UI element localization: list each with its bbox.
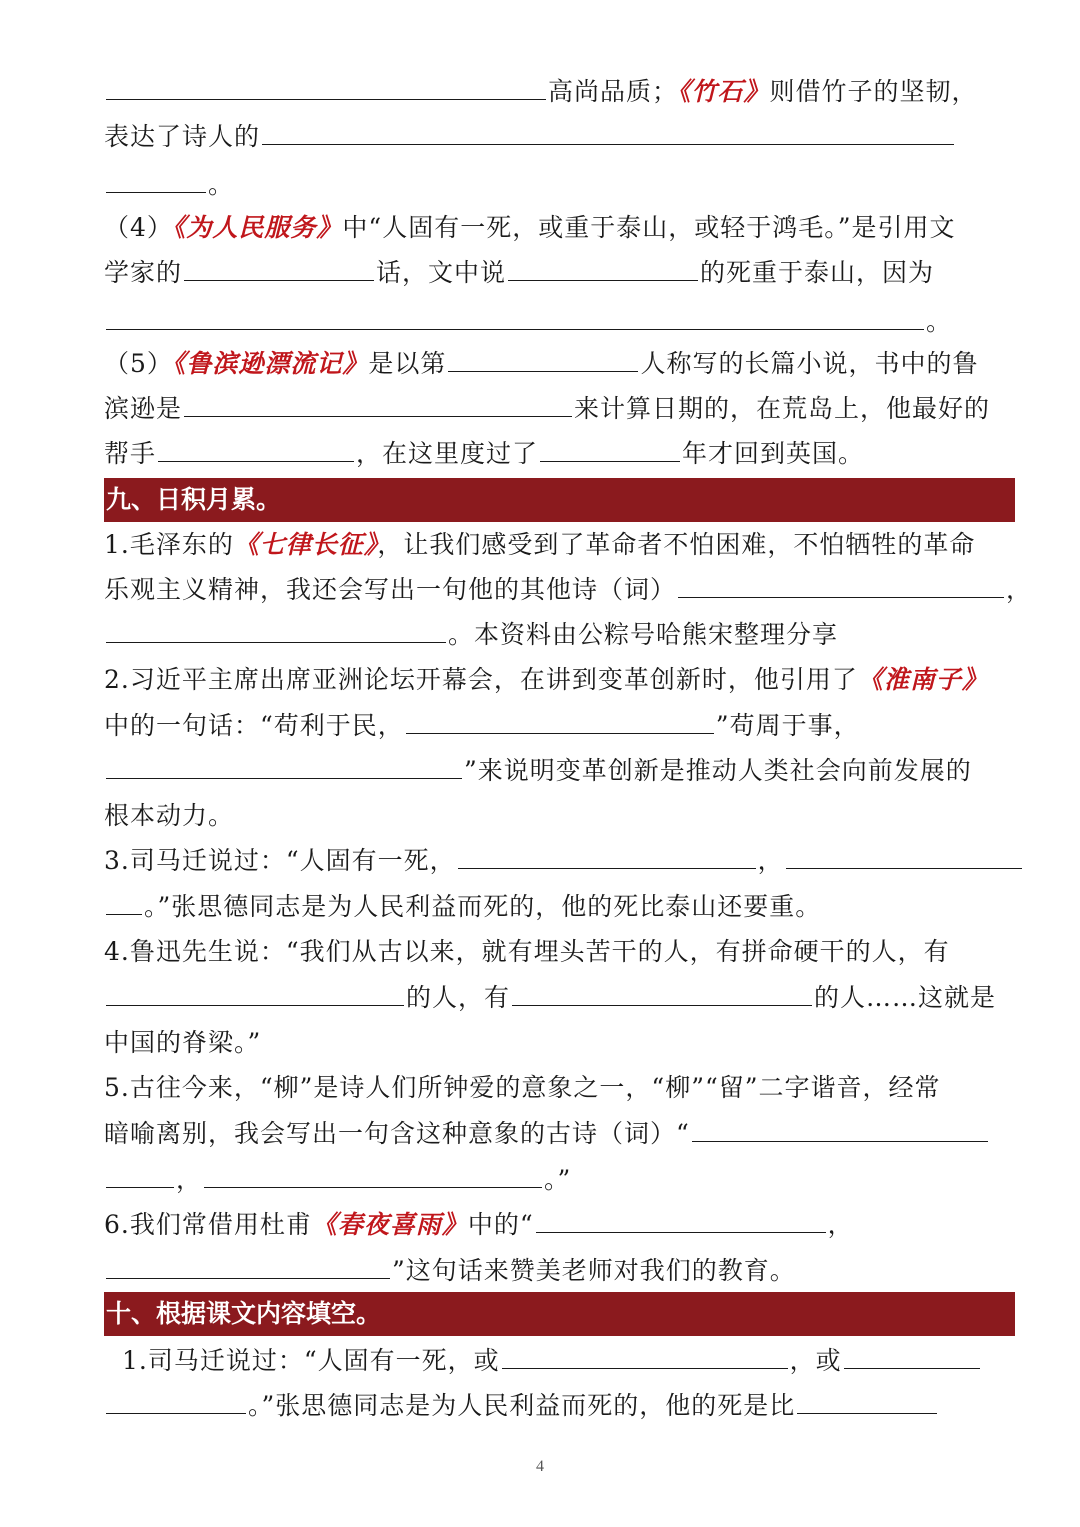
text: 。”张思德同志是为人民利益而死的，他的死比泰山还要重。 bbox=[144, 892, 822, 921]
blank[interactable] bbox=[512, 979, 812, 1006]
text: ， bbox=[176, 1165, 203, 1194]
text: 中的“ bbox=[467, 1210, 534, 1239]
text: 表达了诗人的 bbox=[104, 122, 261, 151]
item-number: （4） bbox=[104, 213, 173, 242]
line-end bbox=[104, 165, 1016, 205]
s9-item1-line2 bbox=[104, 570, 1033, 610]
text: 4.鲁迅先生说：“我们从古以来，就有埋头苦干的人，有拼命硬干的人，有 bbox=[104, 937, 950, 966]
s9-item1-line3 bbox=[104, 615, 1016, 655]
s9-item2-line4 bbox=[104, 796, 1016, 836]
blank[interactable] bbox=[786, 842, 1022, 869]
text: 中的一句话：“苟利于民， bbox=[104, 711, 404, 740]
line-biaoda bbox=[104, 117, 1016, 157]
s9-item3-line1 bbox=[104, 841, 1016, 881]
text: 中国的脊梁。” bbox=[104, 1028, 262, 1057]
text: 高尚品质； bbox=[548, 77, 679, 106]
q5-line2 bbox=[104, 389, 1016, 429]
blank[interactable] bbox=[158, 435, 354, 462]
s9-item4-line3 bbox=[104, 1023, 1016, 1063]
q4-line2 bbox=[104, 253, 1016, 293]
text: ，在这里度过了 bbox=[356, 439, 539, 468]
s9-item6-line2 bbox=[104, 1251, 1016, 1291]
text: ， bbox=[1006, 575, 1033, 604]
text: 人称写的长篇小说，书中的鲁 bbox=[640, 349, 979, 378]
q5-line3 bbox=[104, 434, 1016, 474]
book-title: 《竹石》 bbox=[678, 77, 770, 106]
text: 2.习近平主席出席亚洲论坛开幕会，在讲到变革创新时，他引用了 bbox=[104, 665, 858, 694]
blank[interactable] bbox=[536, 1206, 826, 1233]
text: 乐观主义精神，我还会写出一句他的其他诗（词） bbox=[104, 575, 677, 604]
blank[interactable] bbox=[844, 1342, 980, 1369]
blank[interactable] bbox=[406, 707, 714, 734]
s9-item5-line2 bbox=[104, 1114, 1016, 1154]
book-title: 《淮南子》 bbox=[857, 665, 988, 694]
blank[interactable] bbox=[262, 118, 954, 145]
text: 暗喻离别，我会写出一句含这种意象的古诗（词）“ bbox=[104, 1119, 690, 1148]
text: ， bbox=[757, 846, 784, 875]
s9-item1-line1 bbox=[104, 525, 1016, 565]
book-title: 《鲁滨逊漂流记》 bbox=[172, 349, 369, 378]
blank[interactable] bbox=[106, 616, 446, 643]
text: 话，文中说 bbox=[376, 258, 507, 287]
text: 根本动力。 bbox=[104, 801, 235, 830]
s9-item2-line1 bbox=[104, 660, 1016, 700]
q4-line1 bbox=[104, 208, 1016, 248]
text: 的死重于泰山，因为 bbox=[700, 258, 935, 287]
blank[interactable] bbox=[458, 842, 756, 869]
text: 滨逊是 bbox=[104, 394, 183, 423]
text: 则借竹子的坚韧， bbox=[769, 77, 978, 106]
blank[interactable] bbox=[448, 345, 638, 372]
text: ”苟周于事， bbox=[715, 711, 860, 740]
q5-line1 bbox=[104, 344, 1016, 384]
page-number: 4 bbox=[536, 1458, 544, 1475]
text: 1.毛泽东的 bbox=[104, 530, 234, 559]
text: 。本资料由公粽号哈熊宋整理分享 bbox=[448, 620, 839, 649]
text: 的人……这就是 bbox=[814, 983, 997, 1012]
blank[interactable] bbox=[204, 1161, 542, 1188]
blank[interactable] bbox=[106, 303, 924, 330]
book-title: 《春夜喜雨》 bbox=[311, 1210, 468, 1239]
s10-item1-line1 bbox=[122, 1341, 1016, 1381]
text: 。 bbox=[208, 170, 235, 199]
blank[interactable] bbox=[106, 752, 462, 779]
text: ”来说明变革创新是推动人类社会向前发展的 bbox=[464, 756, 972, 785]
blank[interactable] bbox=[678, 571, 1004, 598]
s9-item2-line3 bbox=[104, 751, 1016, 791]
text: 年才回到英国。 bbox=[682, 439, 865, 468]
text: 3.司马迁说过：“人固有一死， bbox=[104, 846, 456, 875]
section-header-10: 十、根据课文内容填空。 bbox=[104, 1292, 1015, 1336]
text: 1.司马迁说过：“人固有一死，或 bbox=[122, 1346, 500, 1375]
text: 来计算日期的，在荒岛上，他最好的 bbox=[574, 394, 991, 423]
blank[interactable] bbox=[106, 1161, 174, 1188]
item-number: （5） bbox=[104, 349, 173, 378]
blank[interactable] bbox=[797, 1387, 937, 1414]
s9-item4-line1 bbox=[104, 932, 1016, 972]
book-title: 《为人民服务》 bbox=[172, 213, 343, 242]
line-zhushi bbox=[104, 72, 1016, 112]
text: 6.我们常借用杜甫 bbox=[104, 1210, 312, 1239]
text: 中“人固有一死，或重于泰山，或轻于鸿毛。”是引用文 bbox=[342, 213, 956, 242]
book-title: 《七律长征》 bbox=[233, 530, 378, 559]
blank[interactable] bbox=[508, 254, 698, 281]
s10-item1-line2 bbox=[104, 1386, 1016, 1426]
text: 。 bbox=[926, 307, 953, 336]
text: 是以第 bbox=[368, 349, 447, 378]
blank[interactable] bbox=[106, 166, 206, 193]
section-header-9: 九、日积月累。 bbox=[104, 478, 1015, 522]
blank[interactable] bbox=[502, 1342, 788, 1369]
text: ， bbox=[827, 1210, 854, 1239]
blank[interactable] bbox=[106, 1387, 246, 1414]
blank[interactable] bbox=[540, 435, 680, 462]
blank[interactable] bbox=[106, 888, 142, 915]
text: ”这句话来赞美老师对我们的教育。 bbox=[392, 1256, 796, 1285]
text: 。” bbox=[544, 1165, 572, 1194]
s9-item5-line1 bbox=[104, 1068, 1016, 1108]
s9-item5-line3 bbox=[104, 1160, 1016, 1200]
text: 帮手 bbox=[104, 439, 157, 468]
q4-line3 bbox=[104, 302, 1016, 342]
s9-item3-line2 bbox=[104, 887, 1016, 927]
s9-item6-line1 bbox=[104, 1205, 1016, 1245]
text: ，让我们感受到了革命者不怕困难，不怕牺牲的革命 bbox=[377, 530, 976, 559]
blank[interactable] bbox=[106, 1252, 390, 1279]
blank[interactable] bbox=[184, 254, 374, 281]
blank[interactable] bbox=[106, 73, 546, 100]
blank[interactable] bbox=[184, 390, 572, 417]
text: 。”张思德同志是为人民利益而死的，他的死是比 bbox=[248, 1391, 796, 1420]
text: 学家的 bbox=[104, 258, 183, 287]
text: 5.古往今来，“柳”是诗人们所钟爱的意象之一，“柳”“留”二字谐音，经常 bbox=[104, 1073, 941, 1102]
text: 的人，有 bbox=[406, 983, 511, 1012]
blank[interactable] bbox=[692, 1115, 988, 1142]
text: ，或 bbox=[789, 1346, 842, 1375]
s9-item4-line2 bbox=[104, 978, 1016, 1018]
blank[interactable] bbox=[106, 979, 404, 1006]
s9-item2-line2 bbox=[104, 706, 1016, 746]
